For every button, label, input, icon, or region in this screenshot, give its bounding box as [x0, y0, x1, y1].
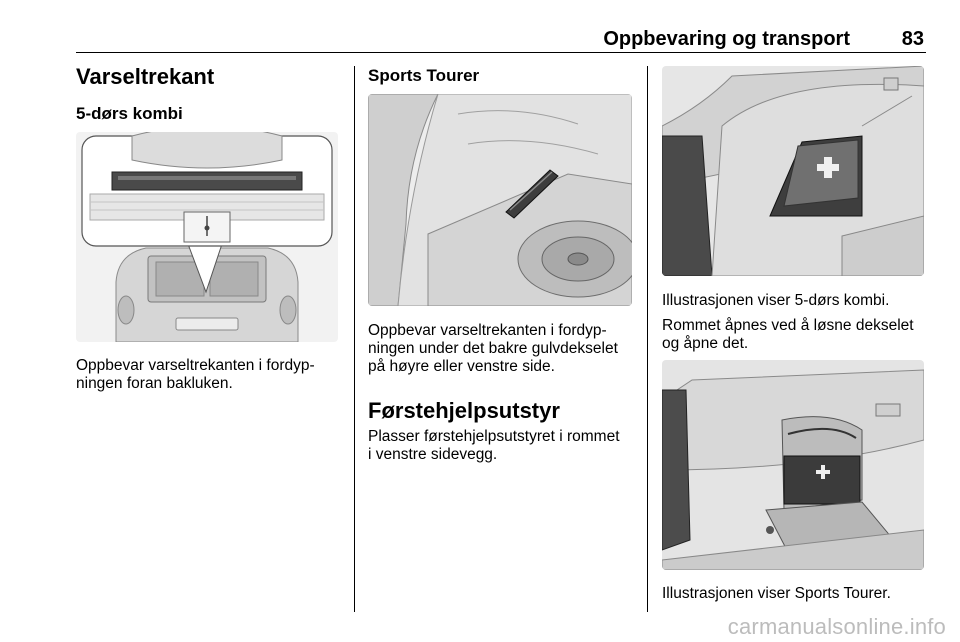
column-divider-1	[354, 66, 355, 612]
paragraph-open-cover-line-2: og åpne det.	[662, 335, 749, 352]
paragraph-5-door-line-2: ningen foran bakluken.	[76, 375, 233, 392]
figure-first-aid-5-door	[662, 66, 924, 276]
section-heading-first-aid: Førstehjelpsutstyr	[368, 398, 560, 423]
page-header-title: Oppbevaring og transport	[603, 28, 850, 50]
section-heading-warning-triangle: Varseltrekant	[76, 64, 215, 89]
paragraph-sports-tourer	[368, 322, 618, 376]
paragraph-sports-tourer-line-3: på høyre eller venstre side.	[368, 358, 555, 375]
paragraph-sports-tourer-line-1: Oppbevar varseltrekanten i fordyp-	[368, 322, 607, 339]
figure-first-aid-sports-tourer	[662, 360, 924, 570]
figure-warning-triangle-5-door	[76, 132, 338, 342]
page-number: 83	[901, 28, 924, 50]
header-rule	[76, 52, 926, 53]
paragraph-first-aid	[368, 428, 620, 464]
subheading-sports-tourer: Sports Tourer	[368, 66, 480, 85]
figure-warning-triangle-sports-tourer	[368, 94, 632, 306]
paragraph-sports-tourer-line-2: ningen under det bakre gulvdekselet	[368, 340, 618, 357]
footer-watermark[interactable]: carmanualsonline.info	[727, 614, 946, 639]
caption-5-door: Illustrasjonen viser 5-dørs kombi.	[662, 292, 890, 309]
paragraph-open-cover-line-1: Rommet åpnes ved å løsne dekselet	[662, 317, 914, 334]
paragraph-5-door	[76, 357, 315, 393]
paragraph-first-aid-line-1: Plasser førstehjelpsutstyret i rommet	[368, 428, 620, 445]
caption-sports-tourer: Illustrasjonen viser Sports Tourer.	[662, 585, 891, 602]
paragraph-5-door-line-1: Oppbevar varseltrekanten i fordyp-	[76, 357, 315, 374]
paragraph-open-cover	[662, 317, 914, 353]
subheading-5-door: 5-dørs kombi	[76, 104, 183, 123]
paragraph-first-aid-line-2: i venstre sidevegg.	[368, 446, 498, 463]
column-divider-2	[647, 66, 648, 612]
